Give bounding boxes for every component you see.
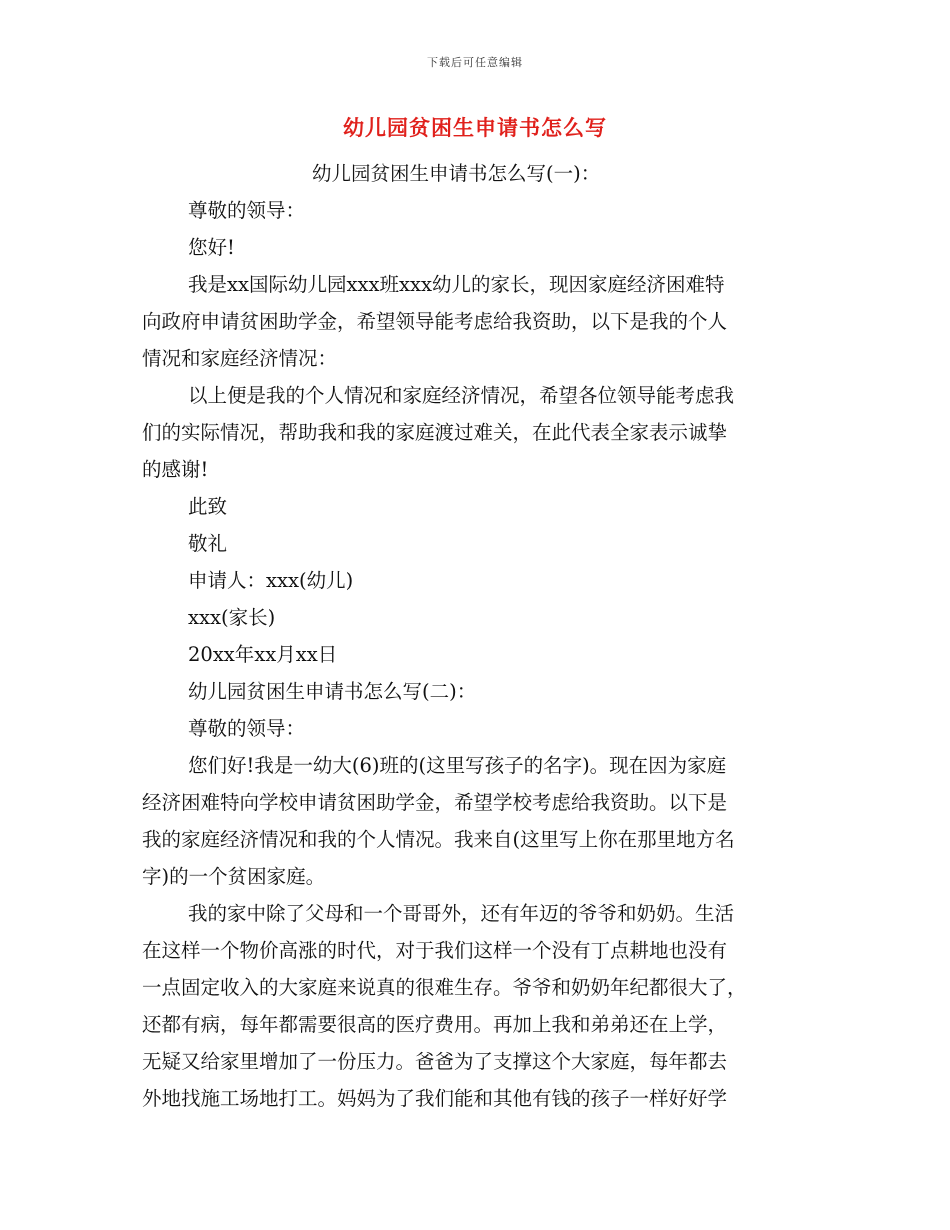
section-1-heading: 幼儿园贫困生申请书怎么写(一)： (312, 162, 601, 185)
section-2-paragraph-1 (142, 747, 806, 895)
date-line: 20xx年xx月xx日 (188, 643, 338, 666)
document-body (142, 155, 806, 1117)
paragraph-line: 无疑又给家里增加了一份压力。爸爸为了支撑这个大家庭，每年都去 (142, 1050, 728, 1073)
paragraph-line: 我的家中除了父母和一个哥哥外，还有年迈的爷爷和奶奶。生活 (188, 902, 735, 925)
paragraph-line: 外地找施工场地打工。妈妈为了我们能和其他有钱的孩子一样好好学 (142, 1087, 728, 1110)
paragraph-line: 们的实际情况，帮助我和我的家庭渡过难关，在此代表全家表示诚挚 (142, 421, 728, 444)
section-2-paragraph-2 (142, 895, 806, 1117)
applicant-line: 申请人：xxx(幼儿) (188, 569, 354, 592)
section-1-paragraph-2 (142, 377, 806, 488)
paragraph-line: 还都有病，每年都需要很高的医疗费用。再加上我和弟弟还在上学， (142, 1013, 728, 1036)
document-title: 幼儿园贫困生申请书怎么写 (343, 116, 607, 140)
section-2-salutation: 尊敬的领导： (188, 717, 306, 740)
section-1-greeting: 您好! (188, 236, 235, 259)
paragraph-line: 经济困难特向学校申请贫困助学金，希望学校考虑给我资助。以下是 (142, 791, 728, 814)
paragraph-line: 的感谢! (142, 458, 209, 481)
paragraph-line: 您们好!我是一幼大(6)班的(这里写孩子的名字)。现在因为家庭 (188, 754, 727, 777)
paragraph-line: 一点固定收入的大家庭来说真的很难生存。爷爷和奶奶年纪都很大了， (142, 976, 747, 999)
paragraph-line: 情况和家庭经济情况： (142, 347, 338, 370)
section-2-heading: 幼儿园贫困生申请书怎么写(二)： (188, 680, 477, 703)
paragraph-line: 我是xx国际幼儿园xxx班xxx幼儿的家长，现因家庭经济困难特 (188, 273, 725, 296)
paragraph-line: 向政府申请贫困助学金，希望领导能考虑给我资助，以下是我的个人 (142, 310, 728, 333)
section-1-salutation: 尊敬的领导： (188, 199, 306, 222)
header-note: 下载后可任意编辑 (427, 56, 523, 69)
closing-line-1: 此致 (188, 495, 228, 518)
paragraph-line: 字)的一个贫困家庭。 (142, 865, 326, 888)
paragraph-line: 我的家庭经济情况和我的个人情况。我来自(这里写上你在那里地方名 (142, 828, 735, 851)
section-1-paragraph-1 (142, 266, 806, 377)
closing-line-2: 敬礼 (188, 532, 228, 555)
paragraph-line: 以上便是我的个人情况和家庭经济情况，希望各位领导能考虑我 (188, 384, 735, 407)
parent-line: xxx(家长) (188, 606, 276, 629)
paragraph-line: 在这样一个物价高涨的时代，对于我们这样一个没有丁点耕地也没有 (142, 939, 728, 962)
